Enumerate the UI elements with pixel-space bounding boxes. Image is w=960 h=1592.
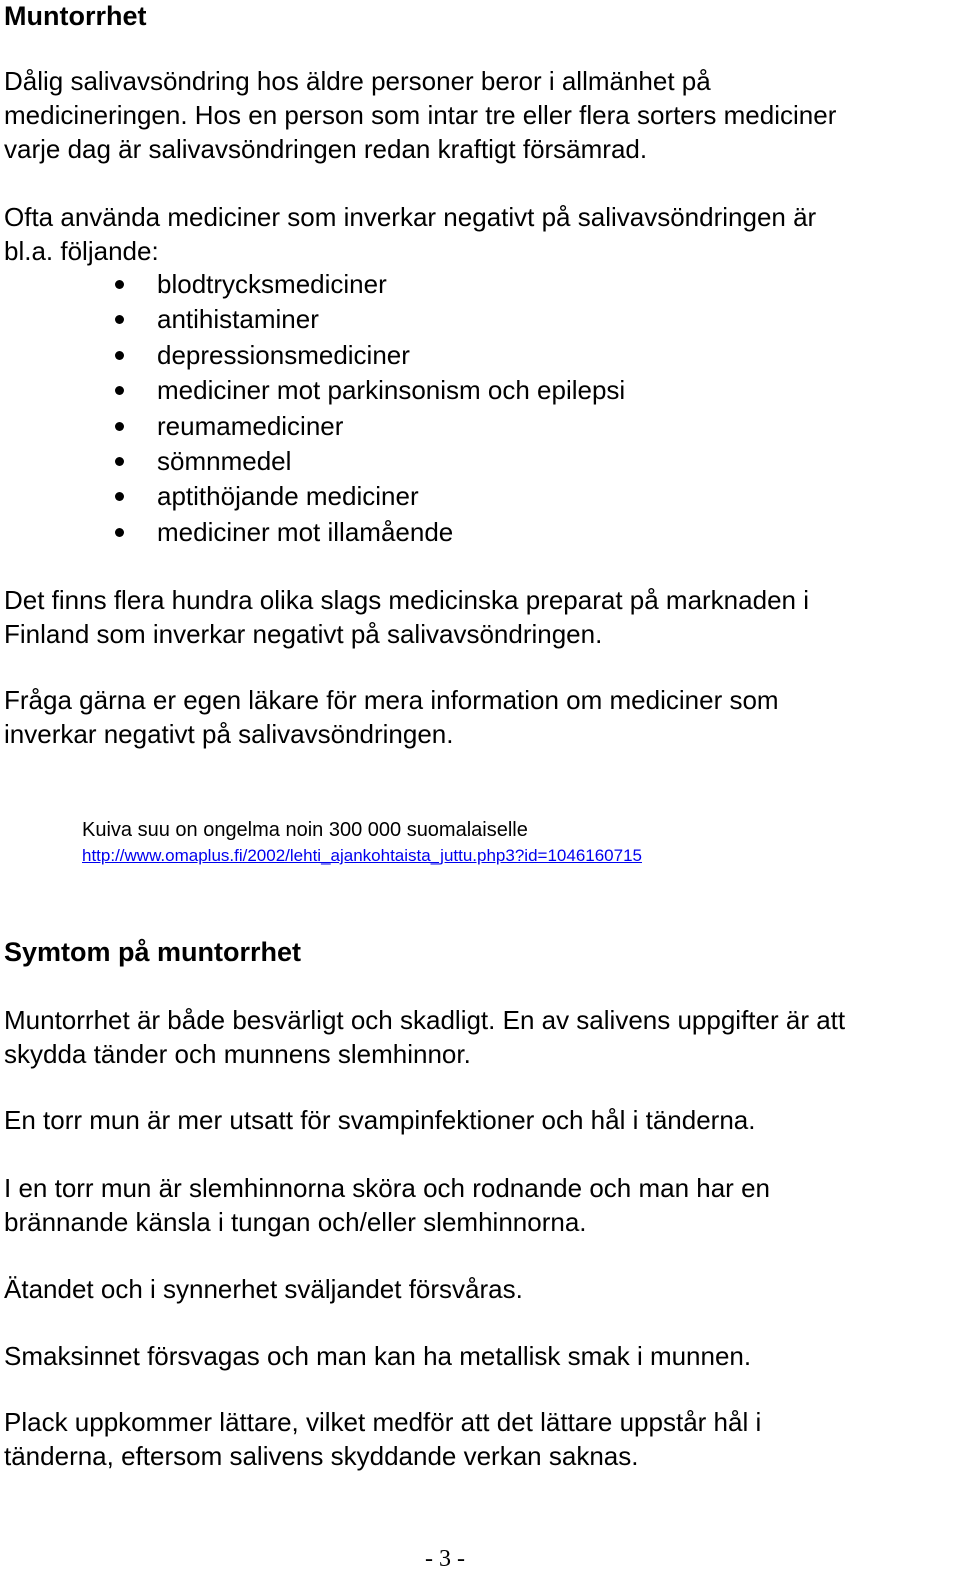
list-item [0,515,625,550]
citation-title: Kuiva suu on ongelma noin 300 000 suomalaiselle [82,819,528,841]
bullet-icon [115,528,124,537]
text-line: skydda tänder och munnens slemhinnor. [4,1039,471,1069]
bullet-icon [115,422,124,431]
list-item [0,302,625,337]
list-item-label: blodtrycksmediciner [157,269,387,299]
bullet-icon [115,280,124,289]
citation-link[interactable]: http://www.omaplus.fi/2002/lehti_ajankohtaista_juttu.php3?id=1046160715 [82,846,642,865]
symptom-paragraph [4,1405,956,1473]
text-line: medicineringen. Hos en person som intar tre eller flera sorters mediciner [4,100,837,130]
list-item-label: mediciner mot illamående [157,516,454,547]
list-item-label: aptithöjande mediciner [157,481,419,512]
doctor-advice-paragraph [4,683,956,751]
source-citation [82,816,642,868]
text-line: Plack uppkommer lättare, vilket medför att det lättare uppstår hål i [4,1407,762,1437]
text-line: Muntorrhet är både besvärligt och skadligt. En av salivens uppgifter är att [4,1005,846,1035]
bullet-icon [115,457,124,466]
list-item [0,444,625,479]
text-line: Dålig salivavsöndring hos äldre personer beror i allmänhet på [4,66,711,96]
text-line: Fråga gärna er egen läkare för mera information om mediciner som [4,685,779,715]
intro-paragraph [4,64,956,166]
text-line: Ofta använda mediciner som inverkar negativt på salivavsöndringen är [4,202,817,232]
symptom-paragraph [4,1272,956,1306]
symptom-paragraph [4,1003,956,1071]
bullet-icon [115,351,124,360]
list-item-label: mediciner mot parkinsonism och epilepsi [157,375,626,406]
text-line: Smaksinnet försvagas och man kan ha metallisk smak i munnen. [4,1341,752,1371]
text-line: brännande känsla i tungan och/eller slemhinnorna. [4,1207,587,1237]
symptom-paragraph [4,1339,956,1373]
bullet-icon [115,492,124,501]
section-heading-symtom: Symtom på muntorrhet [4,937,302,967]
medication-intro-paragraph [4,200,956,268]
bullet-icon [115,386,124,395]
symptom-paragraph [4,1171,956,1239]
list-item [0,409,625,444]
list-item [0,373,625,408]
medication-list [0,267,625,550]
list-item-label: antihistaminer [157,304,319,335]
text-line: varje dag är salivavsöndringen redan kraftigt försämrad. [4,134,648,164]
bullet-icon [115,315,124,324]
text-line: inverkar negativt på salivavsöndringen. [4,719,454,749]
text-line: I en torr mun är slemhinnorna sköra och rodnande och man har en [4,1173,770,1203]
text-line: tänderna, eftersom salivens skyddande verkan saknas. [4,1441,639,1471]
text-line: En torr mun är mer utsatt för svampinfektioner och hål i tänderna. [4,1105,756,1135]
list-item-label: depressionsmediciner [157,339,410,370]
text-line: Ätandet och i synnerhet sväljandet försvåras. [4,1274,523,1304]
list-item [0,479,625,514]
section-heading-muntorrhet: Muntorrhet [4,1,147,31]
page-number: - 3 - [425,1546,465,1572]
text-line: Det finns flera hundra olika slags medicinska preparat på marknaden i [4,585,809,615]
list-item-label: reumamediciner [157,410,344,441]
list-item [0,338,625,373]
list-item-label: sömnmedel [157,445,292,476]
text-line: bl.a. följande: [4,236,159,266]
symptom-paragraph [4,1103,956,1137]
text-line: Finland som inverkar negativt på salivavsöndringen. [4,619,603,649]
list-item [0,267,625,302]
preparations-paragraph [4,583,956,651]
